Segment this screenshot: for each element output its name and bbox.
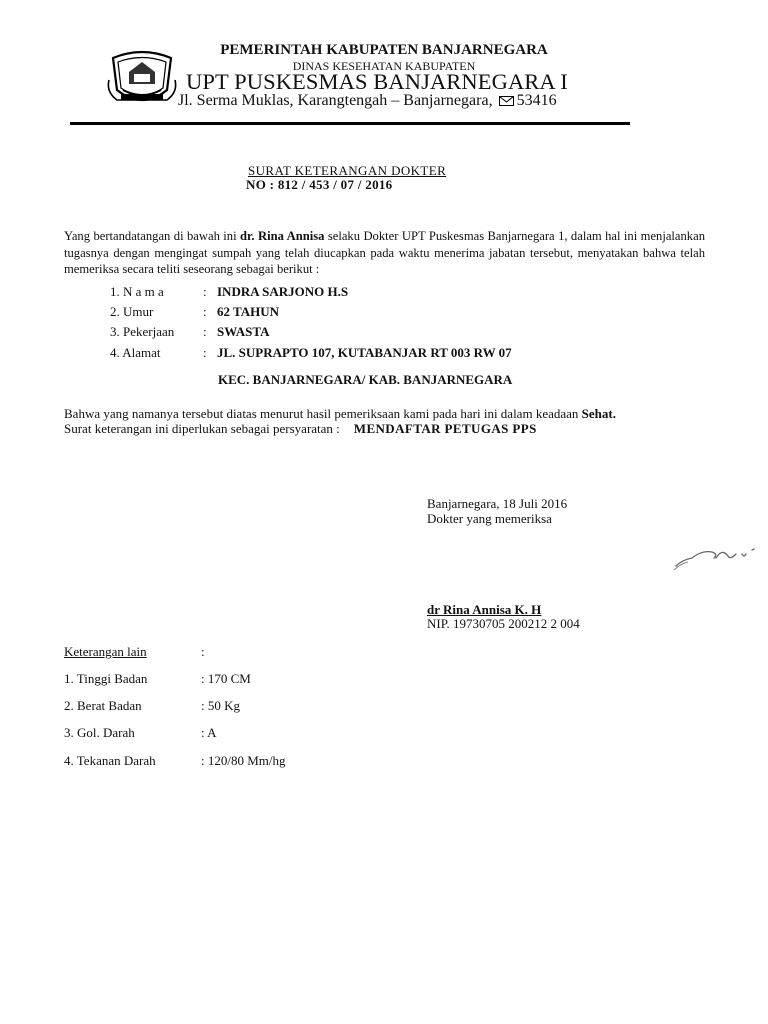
examination-result xyxy=(64,406,616,422)
patient-name-value: INDRA SARJONO H.S xyxy=(217,284,349,299)
colon: : xyxy=(203,304,207,319)
health-status: Sehat. xyxy=(581,406,616,421)
patient-address-value: JL. SUPRAPTO 107, KUTABANJAR RT 003 RW 07 xyxy=(217,345,512,360)
intro-text-1: Yang bertandatangan di bawah ini xyxy=(64,229,240,243)
blood-pressure-label: 4. Tekanan Darah xyxy=(64,753,156,768)
letterhead-address xyxy=(178,92,557,110)
colon: : xyxy=(203,284,207,299)
postcode: 53416 xyxy=(516,92,557,109)
letterhead-government: PEMERINTAH KABUPATEN BANJARNEGARA xyxy=(220,42,548,58)
additional-colon: : xyxy=(201,644,205,659)
additional-heading: Keterangan lain xyxy=(64,644,147,659)
letterhead-divider xyxy=(70,122,630,125)
letterhead-institution: UPT PUSKESMAS BANJARNEGARA I xyxy=(186,69,568,94)
intro-doctor-name: dr. Rina Annisa xyxy=(240,229,325,243)
weight-label: 2. Berat Badan xyxy=(64,698,142,713)
place-date: Banjarnegara, 18 Juli 2016 xyxy=(427,496,568,511)
patient-age-label: 2. Umur xyxy=(110,304,154,319)
intro-paragraph xyxy=(64,228,705,278)
colon: : xyxy=(203,345,207,360)
document-title: SURAT KETERANGAN DOKTER xyxy=(248,163,447,178)
patient-address-label: 4. Alamat xyxy=(110,345,161,360)
purpose-value: MENDAFTAR PETUGAS PPS xyxy=(353,421,537,436)
patient-address-line2: KEC. BANJARNEGARA/ KAB. BANJARNEGARA xyxy=(218,372,513,387)
document-number: NO : 812 / 453 / 07 / 2016 xyxy=(246,177,393,192)
weight-value: : 50 Kg xyxy=(201,698,240,713)
examiner-role: Dokter yang memeriksa xyxy=(427,511,552,526)
intro-text-2: selaku Dokter UPT Puskesmas Banjarnegara 1, dalam hal ini menjalankan tugasnya dengan mengingat sumpah yang telah diucapkan pada waktu menerima jabatan tersebut, menyatakan bahwa telah memeriksa secara teliti seseorang sebagai berikut : xyxy=(64,229,705,276)
doctor-nip: NIP. 19730705 200212 2 004 xyxy=(427,616,580,631)
height-label: 1. Tinggi Badan xyxy=(64,671,148,686)
doctor-name: dr Rina Annisa K. H xyxy=(427,602,542,617)
blood-pressure-value: : 120/80 Mm/hg xyxy=(201,753,286,768)
address-text: Jl. Serma Muklas, Karangtengah – Banjarnegara, xyxy=(178,92,493,109)
patient-age-value: 62 TAHUN xyxy=(217,304,279,319)
patient-occupation-label: 3. Pekerjaan xyxy=(110,324,175,339)
patient-occupation-value: SWASTA xyxy=(217,324,270,339)
patient-name-label: 1. N a m a xyxy=(110,284,164,299)
envelope-icon xyxy=(499,96,514,106)
blood-type-value: : A xyxy=(201,725,217,740)
result-text: Bahwa yang namanya tersebut diatas menurut hasil pemeriksaan kami pada hari ini dalam keadaan xyxy=(64,406,582,421)
colon: : xyxy=(203,324,207,339)
signature-scribble xyxy=(672,540,762,574)
height-value: : 170 CM xyxy=(201,671,251,686)
purpose-text: Surat keterangan ini diperlukan sebagai persyaratan : xyxy=(64,421,340,436)
letterhead-department: DINAS KESEHATAN KABUPATEN xyxy=(292,59,476,73)
purpose-line xyxy=(64,421,537,437)
blood-type-label: 3. Gol. Darah xyxy=(64,725,135,740)
